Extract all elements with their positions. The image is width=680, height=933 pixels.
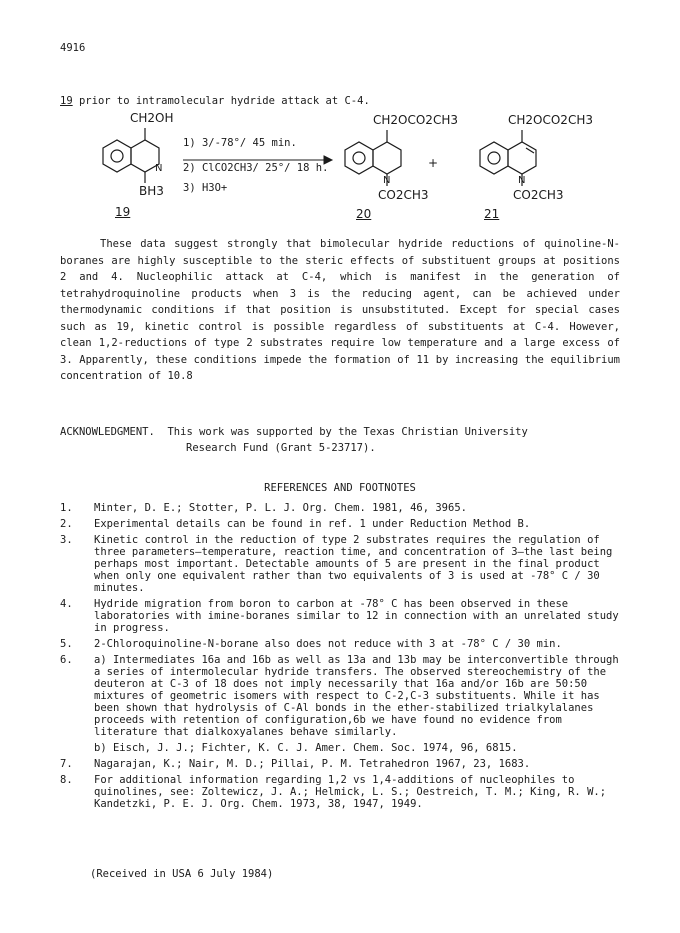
- step-3: 3) H3O+: [183, 182, 228, 194]
- p21-label: 21: [484, 207, 500, 221]
- received-date: (Received in USA 6 July 1984): [90, 868, 274, 880]
- intro-text: prior to intramolecular hydride attack at C-4.: [72, 95, 370, 107]
- reference-item: b) Eisch, J. J.; Fichter, K. C. J. Amer. Chem. Soc. 1974, 96, 6815.: [94, 742, 518, 754]
- references-list: [60, 502, 620, 814]
- sm-substituent: CH2OH: [130, 111, 174, 125]
- product-21-structure: [480, 130, 536, 186]
- reaction-scheme: [0, 110, 680, 225]
- scheme-drawing: [0, 110, 680, 225]
- p20-label: 20: [356, 207, 372, 221]
- sm-label: 19: [115, 205, 131, 219]
- reference-item: 5. 2-Chloroquinoline-N-borane also does not reduce with 3 at -78° C / 30 min.: [60, 638, 562, 650]
- reference-item: 2. Experimental details can be found in ref. 1 under Reduction Method B.: [60, 518, 531, 530]
- ack-label: ACKNOWLEDGMENT.: [60, 426, 155, 438]
- sm-boron: BH3: [139, 184, 164, 198]
- ack-line-2: Research Fund (Grant 5-23717).: [186, 442, 376, 454]
- p21-substituent: CH2OCO2CH3: [508, 113, 593, 127]
- p20-substituent: CH2OCO2CH3: [373, 113, 458, 127]
- product-20-structure: [345, 130, 401, 186]
- acknowledgment: [60, 424, 620, 456]
- page-number: 4916: [60, 42, 86, 54]
- quinoline-borane-structure: [103, 128, 159, 183]
- p21-nitrogen: N: [518, 175, 526, 186]
- reference-item: 6. a) Intermediates 16a and 16b as well as 13a and 13b may be interconvertible through a series of intermolecular hydride transfers. The observed stereochemistry of the deuteron at C-3 of 18 does not imply necessarily that 16a and/or 16b are 50:50 mixtures of geometric isomers with respect to C-2,C-3 substituents. While it has been shown that hydrolysis of C-Al bonds in the ether-stabilized trialkylalanes proceeds with retention of configuration,6b we have found no evidence from literature that dialkoxyalanes behave similarly.: [60, 654, 619, 738]
- sm-nitrogen: N: [155, 163, 163, 174]
- p21-n-substituent: CO2CH3: [513, 188, 564, 202]
- references-heading: REFERENCES AND FOOTNOTES: [264, 482, 416, 494]
- intro-line: [60, 95, 370, 107]
- p20-nitrogen: N: [383, 175, 391, 186]
- reference-item: 1. Minter, D. E.; Stotter, P. L. J. Org. Chem. 1981, 46, 3965.: [60, 502, 467, 514]
- reference-item: 7. Nagarajan, K.; Nair, M. D.; Pillai, P. M. Tetrahedron 1967, 23, 1683.: [60, 758, 531, 770]
- step-1: 1) 3/-78°/ 45 min.: [183, 137, 297, 149]
- ack-line-1: This work was supported by the Texas Christian University: [167, 426, 528, 438]
- reference-item: 4. Hydride migration from boron to carbon at -78° C has been observed in these laboratories with imine-boranes similar to 12 in connection with an unrelated study in progress.: [60, 598, 619, 634]
- step-2: 2) ClCO2CH3/ 25°/ 18 h.: [183, 162, 329, 174]
- paragraph-text: These data suggest strongly that bimolecular hydride reductions of quinoline-N-boranes are highly susceptible to the steric effects of substituent groups at positions 2 and 4. Nucleophilic attack at C-4, which is manifest in the generation of tetrahydroquinoline products when 3 is the reducing agent, can be achieved under thermodynamic conditions if that position is unsubstituted. Except for special cases such as 19, kinetic control is possible regardless of substituents at C-4. However, clean 1,2-reductions of type 2 substrates require low temperature and a large excess of 3. Apparently, these conditions impede the formation of 11 by increasing the equilibrium concentration of 10.8: [60, 238, 620, 382]
- plus-sign: +: [428, 156, 439, 170]
- body-paragraph: [60, 236, 620, 385]
- reference-item: 8. For additional information regarding 1,2 vs 1,4-additions of nucleophiles to quinolines, see: Zoltewicz, J. A.; Helmick, L. S.; Oestreich, T. M.; King, R. W.; Kandetzki, P. E. J. Org. Chem. 1973, 38, 1947, 1949.: [60, 774, 607, 810]
- p20-n-substituent: CO2CH3: [378, 188, 429, 202]
- reference-item: 3. Kinetic control in the reduction of type 2 substrates requires the regulation of three parameters—temperature, reaction time, and concentration of 3—the last being perhaps most important. Detectable amounts of 5 are present in the final product when only one equivalent rather than two equivalents of 3 is used at -78° C / 30 minutes.: [60, 534, 613, 594]
- compound-ref: 19: [60, 95, 73, 107]
